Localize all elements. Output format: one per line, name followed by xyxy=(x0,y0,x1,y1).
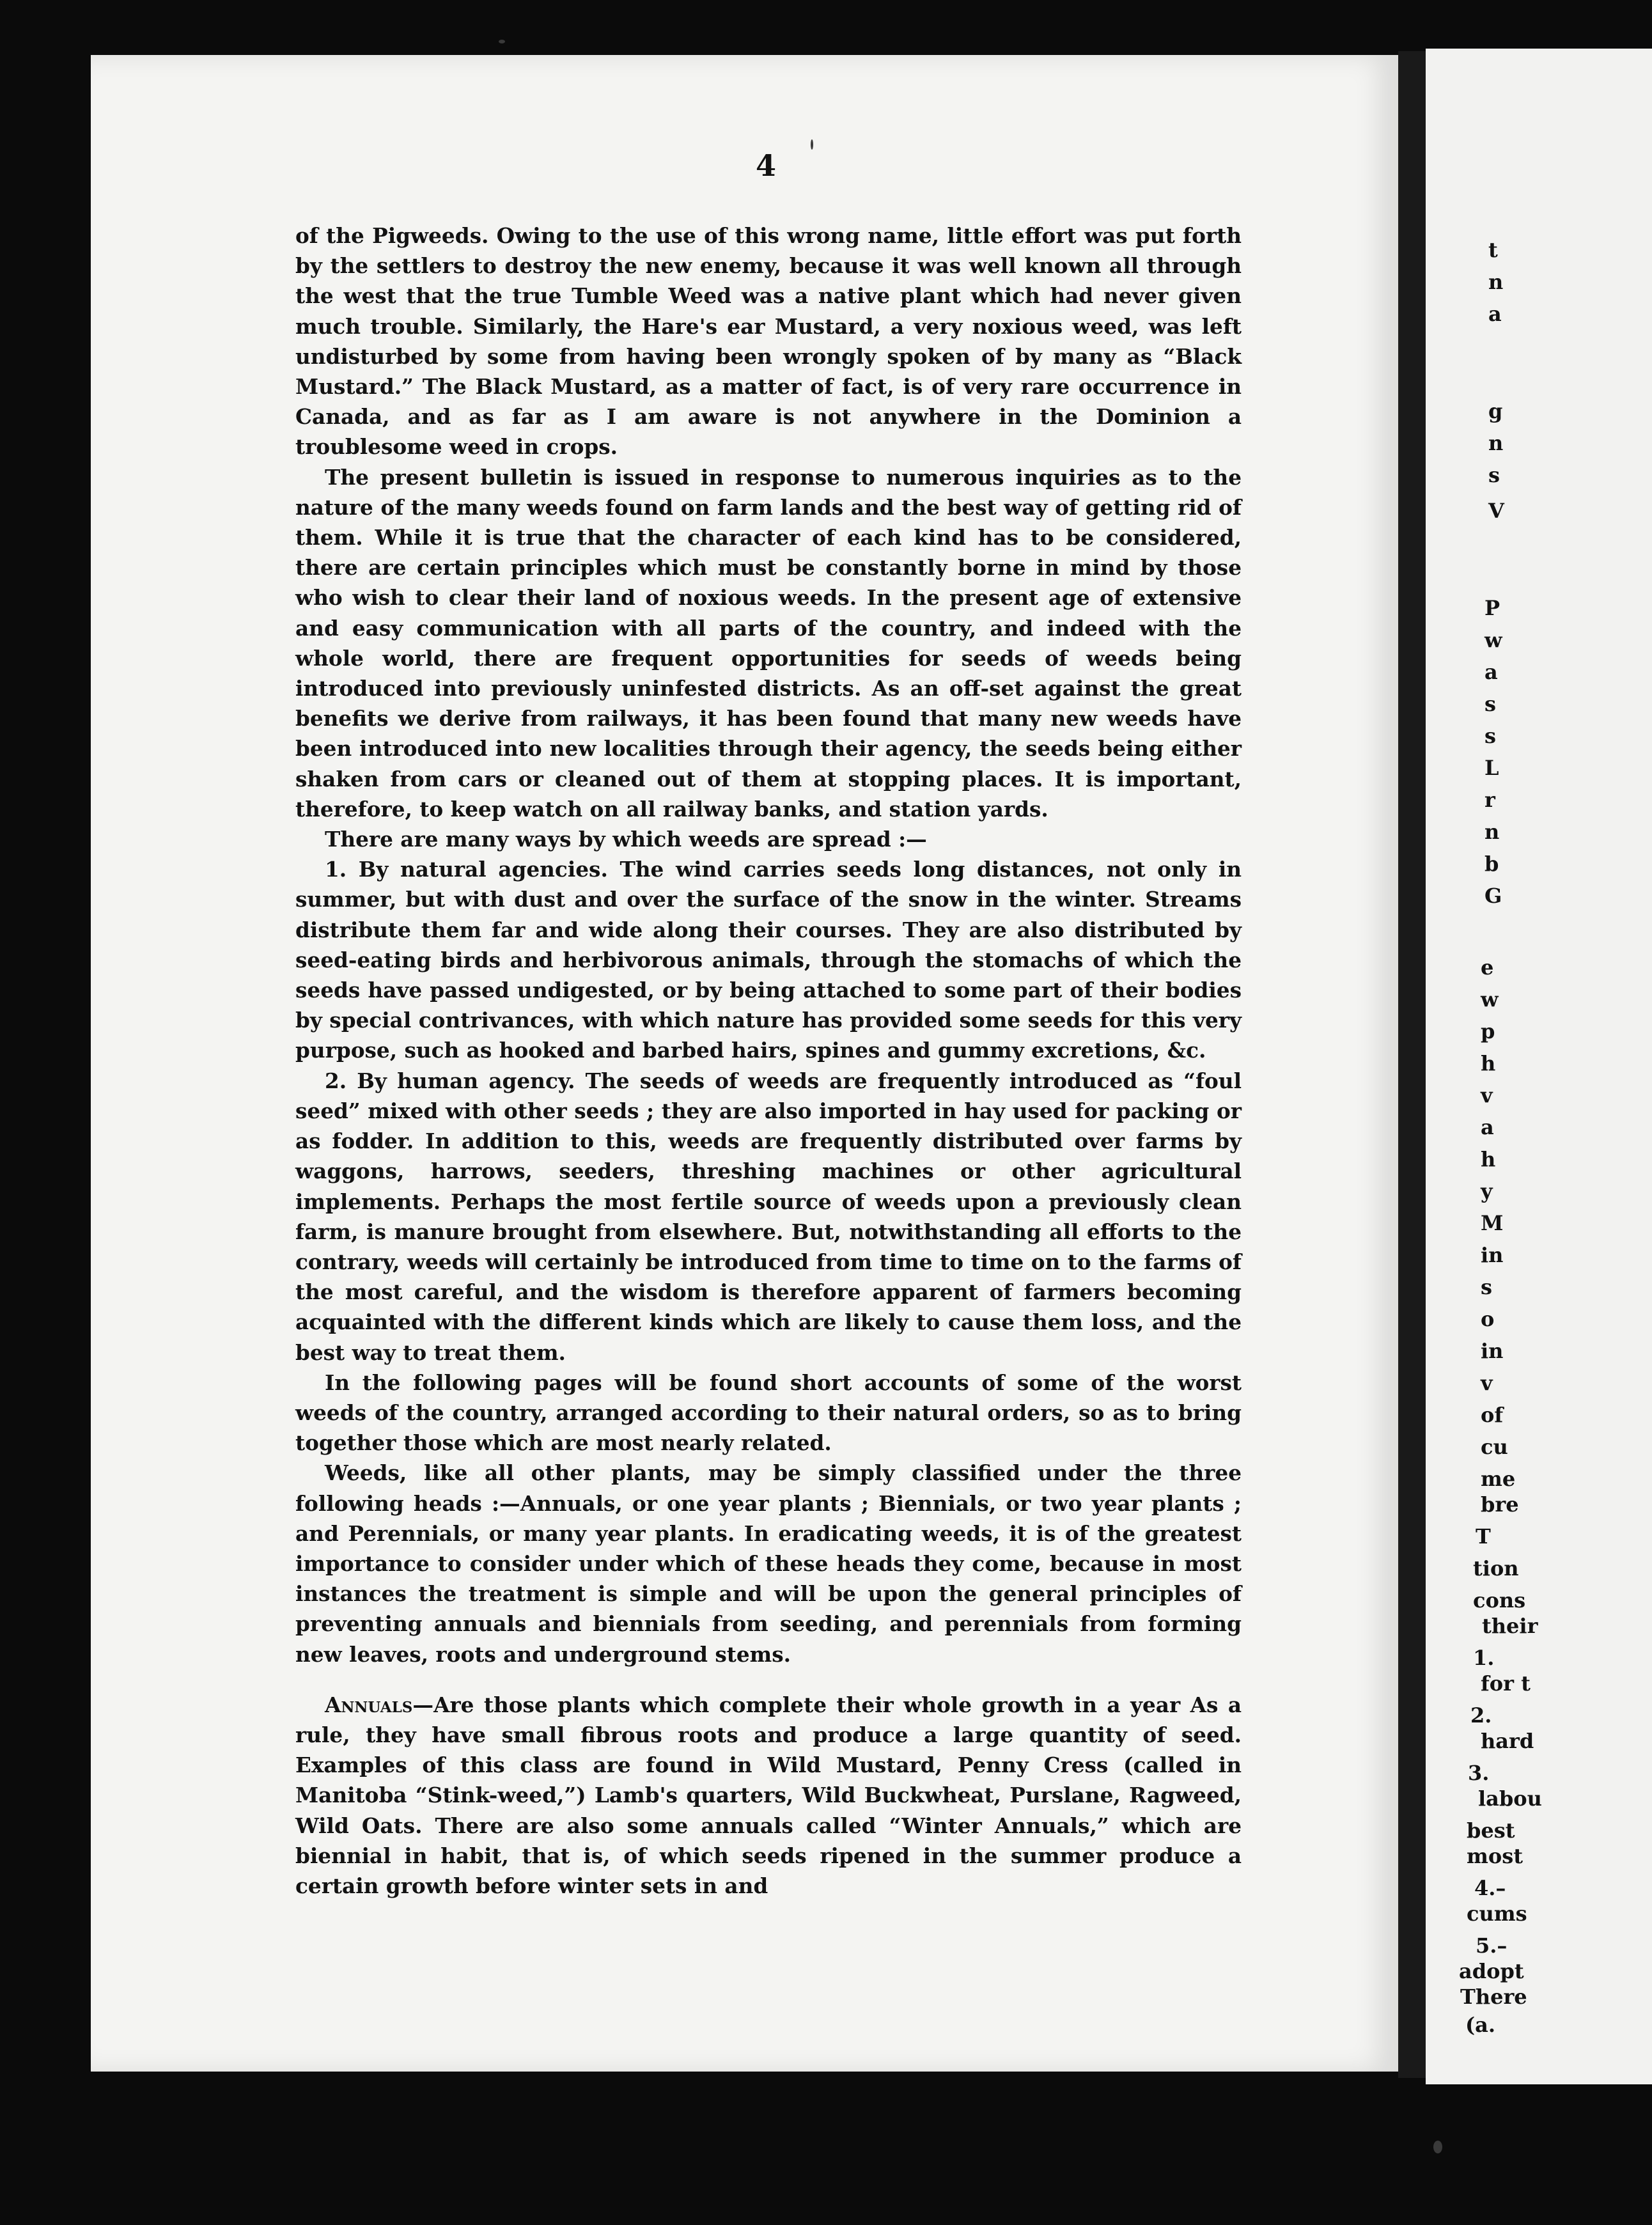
facing-page-fragment: for t xyxy=(1481,1671,1531,1696)
facing-page-fragment: b xyxy=(1484,852,1499,876)
facing-page-fragment: most xyxy=(1467,1844,1523,1868)
book-gutter xyxy=(1398,51,1426,2078)
facing-page-fragment: t xyxy=(1488,238,1498,262)
facing-page-fragment: a xyxy=(1481,1115,1494,1139)
facing-page-fragment: r xyxy=(1484,788,1495,812)
facing-page-fragment: 3. xyxy=(1468,1761,1490,1785)
facing-page-fragment: n xyxy=(1488,431,1504,455)
facing-page-fragment: best xyxy=(1467,1818,1515,1843)
facing-page-fragment: V xyxy=(1488,499,1504,523)
facing-page-fragment: cu xyxy=(1481,1435,1508,1459)
facing-page-fragment: G xyxy=(1484,884,1502,908)
scan-speck xyxy=(811,139,813,150)
scan-speck xyxy=(499,40,505,43)
paragraph: Weeds, like all other plants, may be simply classified under the three following heads :—Annuals, or one year plants ; Biennials, or two year plants ; and Perennials, or many year plants. In eradicating weeds, it is of the greatest importance to consider under which of these heads they come, because in most instances the treatment is simple and will be upon the general principles of preventing annuals and biennials from seeding, and perennials from forming new leaves, roots and underground stems. xyxy=(295,1460,1242,1667)
annuals-text: —Are those plants which complete their whole growth in a year As a rule, they have small fibrous roots and produce a large quantity of seed. Examples of this class are found in Wild Mustard, Penny Cress (called in Manitoba “Stink-weed,”) Lamb's quarters, Wild Buckwheat, Purslane, Ragweed, Wild Oats. There are also some annuals called “Winter Annuals,” which are biennial in habit, that is, of which seeds ripened in the summer produce a certain growth before winter sets in and xyxy=(295,1692,1242,1898)
paragraph: There are many ways by which weeds are spread :— xyxy=(325,827,927,852)
facing-page-fragment: in xyxy=(1481,1243,1504,1267)
facing-page-fragment: p xyxy=(1481,1019,1495,1043)
facing-page-fragment: h xyxy=(1481,1147,1496,1171)
facing-page-fragment: e xyxy=(1481,955,1494,980)
facing-page-fragment: L xyxy=(1484,756,1499,780)
facing-page-fragment: o xyxy=(1481,1307,1495,1331)
facing-page-fragment: s xyxy=(1484,724,1497,748)
facing-page-fragment: hard xyxy=(1481,1729,1534,1753)
facing-page-fragment: their xyxy=(1482,1614,1538,1638)
facing-page-fragment: tion xyxy=(1473,1556,1519,1581)
facing-page-fragment: n xyxy=(1484,820,1500,844)
facing-page-fragment: v xyxy=(1481,1371,1493,1395)
facing-page-fragment: w xyxy=(1484,628,1502,652)
facing-page-fragment: h xyxy=(1481,1051,1496,1075)
facing-page-fragment: me xyxy=(1481,1467,1516,1491)
facing-page-fragment: s xyxy=(1481,1275,1493,1299)
facing-page-fragment: 4.– xyxy=(1474,1876,1506,1900)
scan-speck xyxy=(1433,2141,1442,2153)
facing-page-fragment: M xyxy=(1481,1211,1504,1235)
facing-page-fragment: s xyxy=(1484,692,1497,716)
facing-page-fragment: s xyxy=(1488,463,1500,487)
list-item: 1. By natural agencies. The wind carries seeds long distances, not only in summer, but with dust and over the surface of the snow in the winter. Streams distribute them far and wide along their courses. They are also distributed by seed-eating birds and herbivorous animals, through the stomachs of which the seeds have passed undigested, or by being attached to some part of their bodies by special contrivances, with which nature has provided some seeds for this very purpose, such as hooked and barbed hairs, spines and gummy excretions, &c. xyxy=(295,857,1242,1063)
facing-page-fragment: in xyxy=(1481,1339,1504,1363)
facing-page-fragment: P xyxy=(1484,596,1500,620)
facing-page-fragment: cons xyxy=(1473,1588,1526,1612)
facing-page-fragment: y xyxy=(1481,1179,1493,1203)
page-number: 4 xyxy=(756,148,777,183)
facing-page-fragment: w xyxy=(1481,987,1499,1011)
facing-page-fragment: (a. xyxy=(1465,2013,1496,2037)
annuals-heading: Annuals xyxy=(325,1692,413,1717)
facing-page-fragment: of xyxy=(1481,1403,1504,1427)
list-item: 2. By human agency. The seeds of weeds are frequently introduced as “foul seed” mixed with other seeds ; they are also imported in hay used for packing or as fodder. In addition to this, weeds are frequently distributed over farms by waggons, harrows, seeders, threshing machines or other agricultural implements. Perhaps the most fertile source of weeds upon a previously clean farm, is manure brought from elsewhere. But, notwithstanding all efforts to the contrary, weeds will certainly be introduced from time to time on to the farms of the most careful, and the wisdom is therefore apparent of farmers becoming acquainted with the different kinds which are likely to cause them loss, and the best way to treat them. xyxy=(295,1068,1242,1365)
body-text xyxy=(295,221,1242,1901)
facing-page-fragment: adopt xyxy=(1459,1959,1524,1983)
facing-page xyxy=(1426,49,1652,2084)
facing-page-fragment: v xyxy=(1481,1083,1493,1107)
facing-page-fragment: cums xyxy=(1467,1901,1527,1926)
facing-page-fragment: a xyxy=(1484,660,1498,684)
facing-page-fragment: n xyxy=(1488,270,1504,294)
facing-page-fragment: a xyxy=(1488,302,1502,326)
facing-page-fragment: 5.– xyxy=(1476,1933,1508,1958)
paragraph: of the Pigweeds. Owing to the use of this wrong name, little effort was put forth by the settlers to destroy the new enemy, because it was well known all through the west that the true Tumble Weed was a native plant which had never given much trouble. Similarly, the Hare's ear Mustard, a very noxious weed, was left undisturbed by some from having been wrongly spoken of by many as “Black Mustard.” The Black Mustard, as a matter of fact, is of very rare occurrence in Canada, and as far as I am aware is not anywhere in the Dominion a troublesome weed in crops. xyxy=(295,223,1242,460)
paragraph: In the following pages will be found short accounts of some of the worst weeds of the country, arranged according to their natural orders, so as to bring together those which are most nearly related. xyxy=(295,1370,1242,1456)
annuals-paragraph xyxy=(295,1690,1242,1901)
facing-page-fragment: T xyxy=(1476,1524,1491,1549)
facing-page-fragment: There xyxy=(1460,1985,1527,2009)
facing-page-fragment: labou xyxy=(1478,1786,1542,1811)
facing-page-fragment: 2. xyxy=(1470,1703,1492,1728)
facing-page-fragment: 1. xyxy=(1473,1646,1495,1670)
facing-page-fragment: bre xyxy=(1481,1492,1519,1517)
paragraph: The present bulletin is issued in response to numerous inquiries as to the nature of the many weeds found on farm lands and the best way of getting rid of them. While it is true that the character of each kind has to be considered, there are certain principles which must be constantly borne in mind by those who wish to clear their land of noxious weeds. In the present age of extensive and easy communication with all parts of the country, and indeed with the whole world, there are frequent opportunities for seeds of weeds being introduced into previously uninfested districts. As an off-set against the great benefits we derive from railways, it has been found that many new weeds have been introduced into new localities through their agency, the seeds being either shaken from cars or cleaned out of them at stopping places. It is important, therefore, to keep watch on all railway banks, and station yards. xyxy=(295,464,1242,822)
facing-page-fragment: g xyxy=(1488,399,1503,423)
